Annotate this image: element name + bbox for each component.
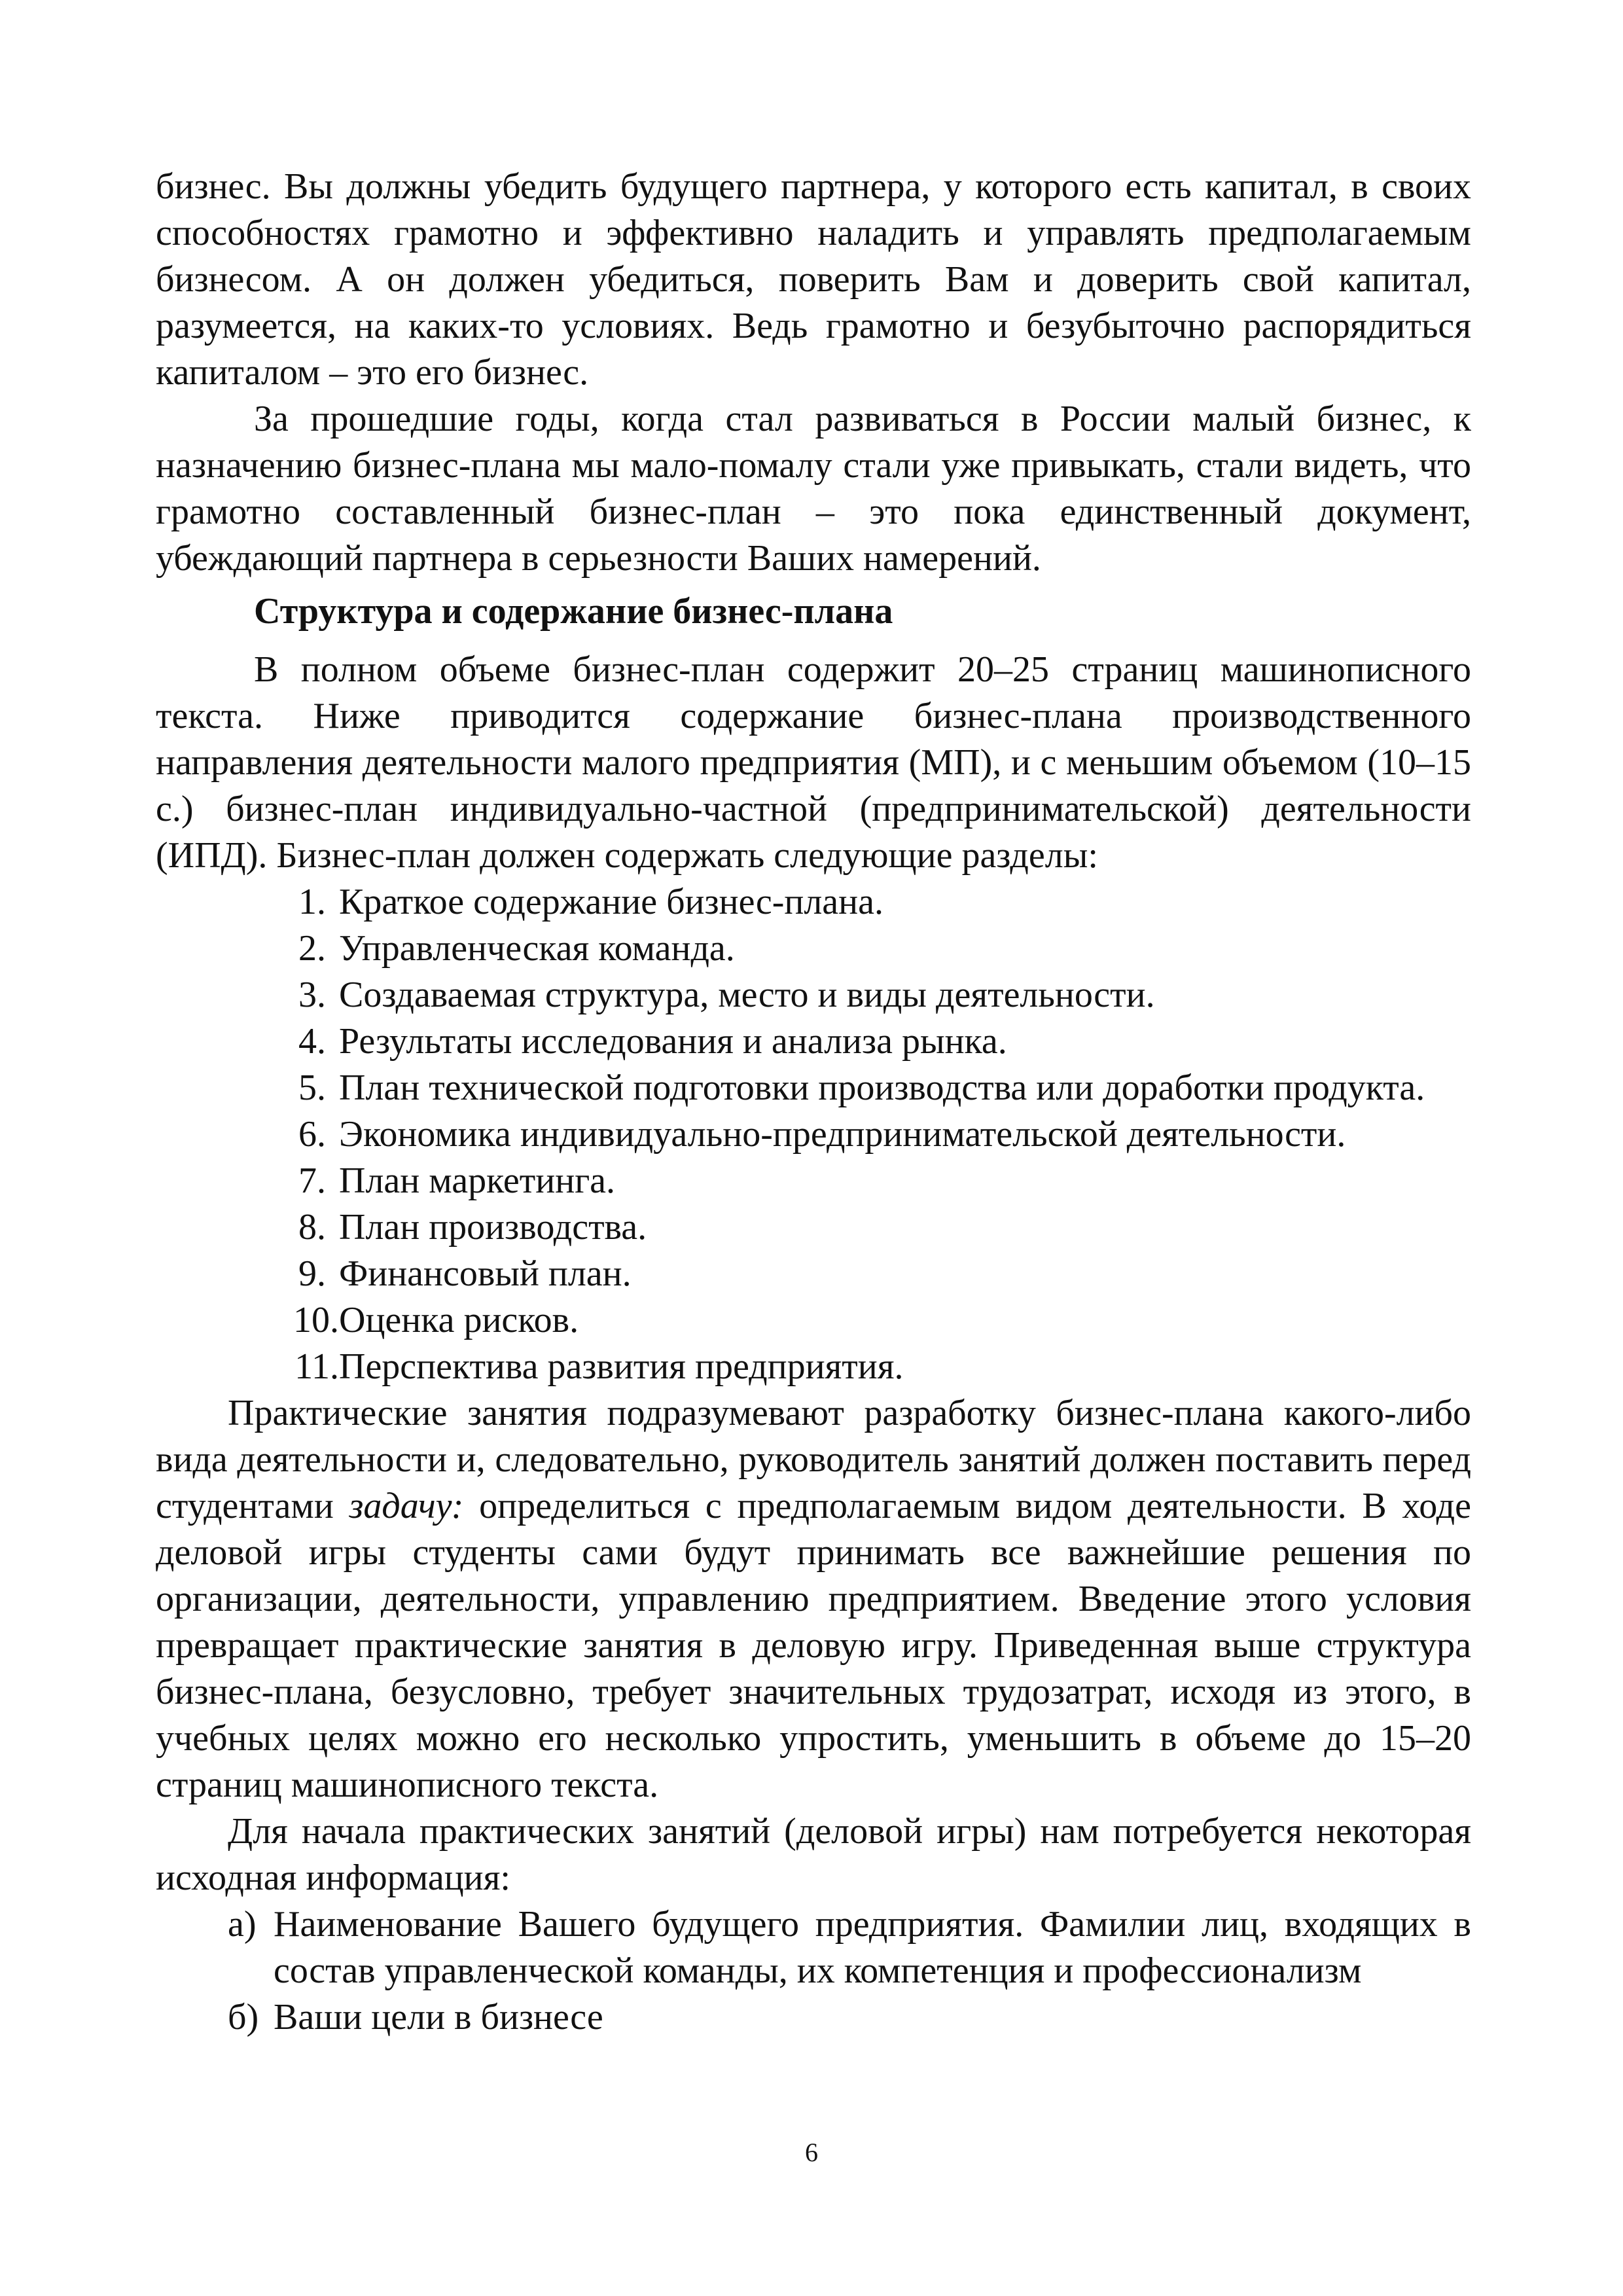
list-item [274, 1344, 1471, 1390]
list-item-text: Создаваемая структура, место и виды деятельности. [339, 975, 1155, 1015]
intro-paragraph: бизнес. Вы должны убедить будущего партнера, у которого есть капитал, в своих способностях грамотно и эффективно наладить и управлять предполагаемым бизнесом. А он должен убедиться, поверить Вам и доверить свой капитал, разумеется, на каких-то условиях. Ведь грамотно и безубыточно распорядиться капиталом – это его бизнес. [156, 166, 1471, 393]
list-item-text: Результаты исследования и анализа рынка. [339, 1021, 1007, 1062]
paragraph-volume: В полном объеме бизнес-план содержит 20–25 страниц машинописного текста. Ниже приводится содержание бизнес-плана производственного направления деятельности малого предприятия (МП), и с меньшим объемом (10–15 с.) бизнес-план индивидуально-частной (предпринимательской) деятельности (ИПД). Бизнес-план должен содержать следующие разделы: [156, 649, 1471, 876]
paragraph-practice-end: определиться с предполагаемым видом деятельности. В ходе деловой игры студенты сами будут принимать все важнейшие решения по организации, деятельности, управлению предприятием. Введение этого условия превращает практические занятия в деловую игру. Приведенная выше структура бизнес-плана, безусловно, требует значительных трудозатрат, исходя из этого, в учебных целях можно его несколько упростить, уменьшить в объеме до 15–20 страниц машинописного текста. [156, 1486, 1472, 1805]
list-item-number: 4. [298, 1021, 326, 1062]
list-item [274, 1297, 1471, 1344]
list-item-text: Перспектива развития предприятия. [339, 1346, 904, 1387]
list-item-text: План технической подготовки производства или доработки продукта. [339, 1067, 1425, 1108]
list-item-number: 3. [298, 975, 326, 1015]
list-item [274, 1018, 1471, 1065]
page-number: 6 [805, 2138, 818, 2167]
list-item-text: Финансовый план. [339, 1253, 632, 1294]
list-item-text: Экономика индивидуально-предпринимательской деятельности. [339, 1114, 1346, 1155]
list-item-marker: б) [228, 1997, 259, 2037]
list-item [274, 879, 1471, 925]
paragraph-practice [156, 1390, 1471, 1808]
list-item [274, 1158, 1471, 1204]
list-item [228, 1901, 1471, 1994]
list-item-number: 5. [298, 1067, 326, 1108]
document-page [156, 164, 1471, 2041]
list-item [274, 1251, 1471, 1297]
list-item-number: 9. [298, 1253, 326, 1294]
list-item-text: План маркетинга. [339, 1160, 616, 1201]
list-item-text: Ваши цели в бизнесе [274, 1997, 603, 2037]
list-item-text: Наименование Вашего будущего предприятия. Фамилии лиц, входящих в состав управленческой команды, их компетенция и профессионализм [274, 1904, 1471, 1991]
info-list [156, 1901, 1471, 2041]
list-item-number: 7. [298, 1160, 326, 1201]
task-emphasis: задачу: [349, 1486, 464, 1526]
list-item-number: 10. [293, 1300, 339, 1340]
list-item-text: Оценка рисков. [339, 1300, 579, 1340]
list-item-text: План производства. [339, 1207, 647, 1247]
list-item [274, 1204, 1471, 1251]
list-item [274, 925, 1471, 972]
list-item-number: 2. [298, 928, 326, 969]
list-item-marker: а) [228, 1904, 257, 1945]
sections-list [156, 879, 1471, 1390]
list-item-number: 1. [298, 882, 326, 922]
list-item-number: 6. [298, 1114, 326, 1155]
paragraph-small-business: За прошедшие годы, когда стал развиваться в России малый бизнес, к назначению бизнес-плана мы мало-помалу стали уже привыкать, стали видеть, что грамотно составленный бизнес-план – это пока единственный документ, убеждающий партнера в серьезности Ваших намерений. [156, 399, 1471, 579]
section-heading: Структура и содержание бизнес-плана [254, 591, 893, 632]
paragraph-initial-info: Для начала практических занятий (деловой игры) нам потребуется некоторая исходная информация: [156, 1811, 1471, 1898]
list-item [228, 1994, 1471, 2041]
list-item [274, 972, 1471, 1018]
list-item-number: 11. [294, 1346, 339, 1387]
list-item [274, 1111, 1471, 1158]
list-item-number: 8. [298, 1207, 326, 1247]
list-item-text: Краткое содержание бизнес-плана. [339, 882, 883, 922]
paragraph-practice-start: Практические занятия подразумевают разработку бизнес-плана какого-либо вида деятельности и, следовательно, руководитель занятий должен поставить перед студентами [156, 1393, 1471, 1526]
list-item [274, 1065, 1471, 1111]
list-item-text: Управленческая команда. [339, 928, 735, 969]
